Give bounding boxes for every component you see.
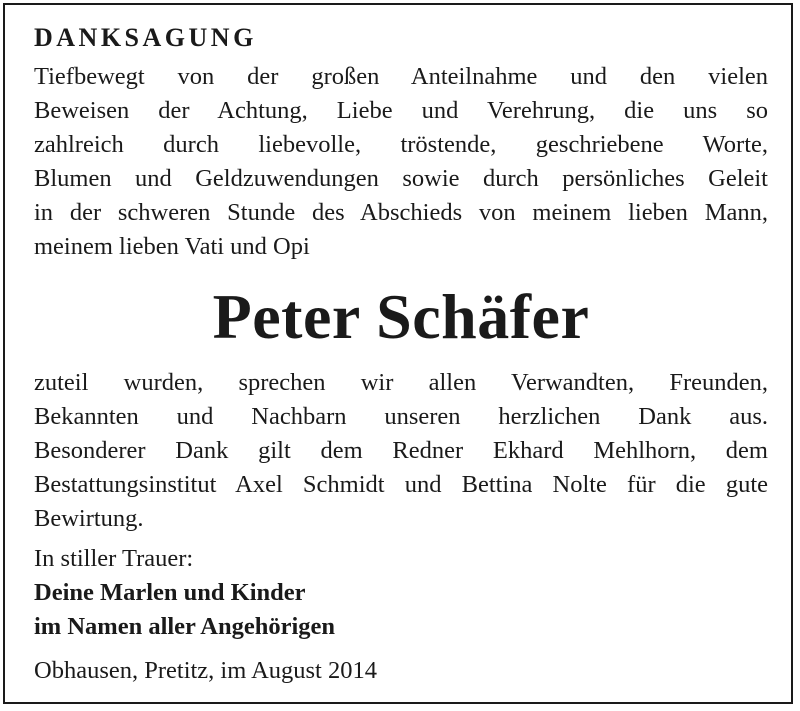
- closing-block: [34, 542, 768, 644]
- signatories-line-1: Deine Marlen und Kinder: [34, 579, 306, 606]
- signatories-line-2: im Namen aller Angehörigen: [34, 613, 336, 640]
- intro-paragraph: [34, 60, 768, 264]
- intro-line: zahlreich durch liebevolle, tröstende, geschriebene Worte,: [34, 131, 768, 158]
- intro-line: meinem lieben Vati und Opi: [34, 233, 310, 260]
- body-line: Bestattungsinstitut Axel Schmidt und Bettina Nolte für die gute: [34, 471, 768, 498]
- deceased-name: Peter Schäfer: [212, 281, 590, 352]
- intro-line: Blumen und Geldzuwendungen sowie durch persönliches Geleit: [34, 165, 768, 192]
- intro-line: Beweisen der Achtung, Liebe und Verehrung, die uns so: [34, 97, 768, 124]
- body-line: Bekannten und Nachbarn unseren herzlichen Dank aus.: [34, 403, 768, 430]
- intro-line: in der schweren Stunde des Abschieds von meinem lieben Mann,: [34, 199, 768, 226]
- intro-line: Tiefbewegt von der großen Anteilnahme und den vielen: [34, 63, 768, 90]
- notice-content: [34, 22, 768, 688]
- place-date: Obhausen, Pretitz, im August 2014: [34, 657, 377, 684]
- notice-heading: DANKSAGUNG: [34, 23, 257, 52]
- body-line: Besonderer Dank gilt dem Redner Ekhard Mehlhorn, dem: [34, 437, 768, 464]
- mourning-label: In stiller Trauer:: [34, 545, 194, 572]
- body-line: Bewirtung.: [34, 505, 144, 532]
- place-date-block: [34, 654, 768, 688]
- body-paragraph: [34, 366, 768, 536]
- body-line: zuteil wurden, sprechen wir allen Verwandten, Freunden,: [34, 369, 768, 396]
